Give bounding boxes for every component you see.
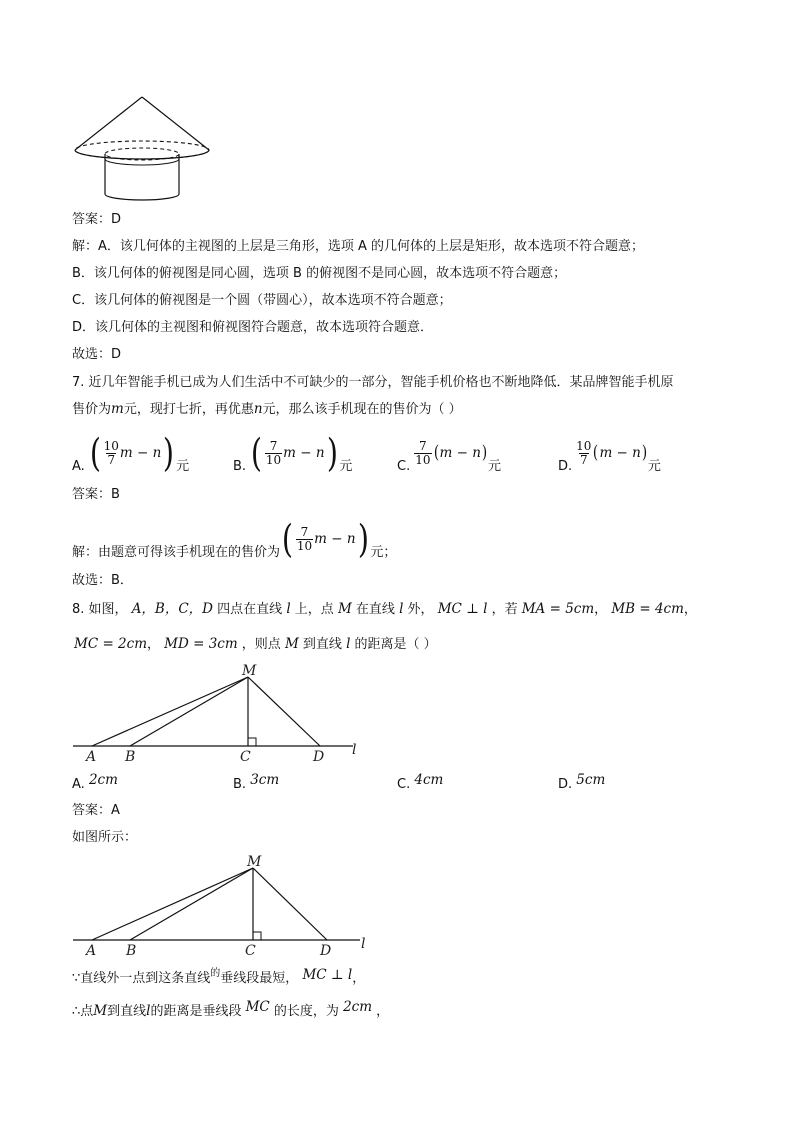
option-value: 2cm <box>88 772 118 788</box>
q8-stem-line1 <box>72 599 697 620</box>
fraction: $\frac{7}{10}$ <box>296 524 313 553</box>
reason-math: l <box>146 1003 151 1019</box>
q6-answer: 答案：D <box>72 212 122 227</box>
option-label: B. <box>233 459 247 474</box>
option-value: 5cm <box>576 772 606 788</box>
q8-ma: MA = 5cm <box>521 601 595 617</box>
fraction: $\frac{10}{7}$ <box>576 438 592 467</box>
expr-tail: m − n <box>314 531 356 547</box>
q8-option-c <box>397 774 443 795</box>
q7-option-c: C. $\frac{7}{10}$ ( m − n ) 元 <box>397 428 501 478</box>
q6-analysis-line: D．该几何体的主视图和俯视图符合题意，故本选项符合题意． <box>72 320 434 335</box>
option-label: C. <box>397 777 411 792</box>
q8-text: 到直线 <box>302 637 342 652</box>
reason-math: MC <box>245 999 270 1015</box>
q7-option-d: D. $\frac{10}{7}$ ( m − n ) 元 <box>558 428 661 478</box>
label-b: B <box>125 749 136 765</box>
reason-text: 到直线 <box>107 1004 147 1019</box>
option-label: D. <box>558 777 573 792</box>
unit-yuan: 元 <box>339 459 353 474</box>
label-d: D <box>320 943 332 959</box>
expr-tail: m − n <box>119 445 162 461</box>
q8-as-shown: 如图所示： <box>72 830 138 845</box>
q7-option-b: B. ( $\frac{7}{10}$ m − n ) 元 <box>233 428 352 478</box>
q8-option-b <box>233 774 279 795</box>
q8-solution-figure <box>70 848 370 963</box>
q6-analysis-line: B．该几何体的俯视图是同心圆，选项 B 的俯视图不是同心圆，故本选项不符合题意； <box>72 266 567 281</box>
expr-tail: m − n <box>439 445 481 461</box>
label-l: l <box>361 936 366 952</box>
label-a: A <box>86 749 97 765</box>
q7-stem-text: 元，那么该手机现在的售价为（ ） <box>262 402 462 417</box>
label-c: C <box>245 943 256 959</box>
q7-solution: 解：由题意可得该手机现在的售价为 ( $\frac{7}{10}$ m − n ) 元； <box>72 514 396 564</box>
reason-math: M <box>93 1003 108 1019</box>
q7-var-m: m <box>111 401 124 417</box>
unit-yuan: 元 <box>487 459 501 474</box>
option-label: A. <box>72 777 85 792</box>
expr-tail: m − n <box>599 445 641 461</box>
q8-text: 外， <box>407 602 434 617</box>
q8-md: MD = 3cm <box>164 636 238 652</box>
label-a: A <box>86 943 97 959</box>
q8-point-m: M <box>284 636 299 652</box>
expr-tail: m − n <box>283 445 325 461</box>
q8-mc: MC = 2cm <box>74 636 147 652</box>
label-m: M <box>247 854 262 870</box>
q8-stem-line2 <box>74 634 437 655</box>
q8-text: 的距离是（ ） <box>354 637 437 652</box>
cone-cylinder-figure <box>70 92 215 204</box>
reason-text: 的距离是垂线段 <box>150 1004 242 1019</box>
unit-yuan: 元 <box>647 459 661 474</box>
q7-conclusion: 故选：B． <box>72 573 133 588</box>
q8-text: ， <box>594 602 608 617</box>
label-c: C <box>240 749 251 765</box>
fraction: $\frac{10}{7}$ <box>103 438 119 467</box>
fraction: $\frac{7}{10}$ <box>415 438 431 467</box>
reason-text: ∵直线外一点到这条直线 <box>72 971 211 986</box>
fraction: $\frac{7}{10}$ <box>265 438 282 467</box>
q8-text: ，则点 <box>241 637 281 652</box>
q7-answer: 答案：B <box>72 487 120 502</box>
q8-text: ， <box>147 637 161 652</box>
option-label: B. <box>233 777 247 792</box>
solution-unit: 元； <box>370 545 397 560</box>
q6-conclusion: 故选：D <box>72 347 122 362</box>
label-m: M <box>242 663 257 679</box>
q8-text: 四点在直线 <box>217 602 283 617</box>
label-b: B <box>126 943 137 959</box>
q8-line-l: l <box>346 636 351 652</box>
label-d: D <box>313 749 325 765</box>
reason-text: 垂线段最短， <box>220 971 299 986</box>
q8-reason-1 <box>72 968 365 990</box>
q8-figure <box>70 660 370 770</box>
option-label: C. <box>397 459 411 474</box>
option-value: 4cm <box>414 772 444 788</box>
reason-text: ， <box>376 1004 390 1019</box>
q7-stem-text: 售价为 <box>72 402 112 417</box>
reason-text: ， <box>352 971 366 986</box>
option-label: D. <box>558 459 573 474</box>
q8-text: 8. 如图， <box>72 602 128 617</box>
q8-option-d <box>558 774 605 795</box>
q6-analysis-line: 解：A．该几何体的主视图的上层是三角形，选项 A 的几何体的上层是矩形，故本选项不符合题意； <box>72 239 645 254</box>
q8-line-l: l <box>286 601 291 617</box>
q8-text: ， <box>683 602 697 617</box>
label-l: l <box>352 742 357 758</box>
q8-text: 在直线 <box>355 602 395 617</box>
q8-reason-2 <box>72 1001 389 1022</box>
unit-yuan: 元 <box>176 459 190 474</box>
q7-stem-text: 元，现打七折，再优惠 <box>123 402 254 417</box>
reason-math: MC ⊥ l <box>302 967 353 983</box>
option-value: 3cm <box>250 772 280 788</box>
q8-option-a <box>72 774 118 795</box>
q7-option-a: A. ( $\frac{10}{7}$ m − n ) 元 <box>72 428 189 478</box>
q8-points: A，B，C，D <box>131 601 214 617</box>
q6-analysis-line: C．该几何体的俯视图是一个圆（带圆心），故本选项不符合题意； <box>72 293 452 308</box>
reason-text: 的 <box>210 968 221 979</box>
q8-line-l: l <box>399 601 404 617</box>
q7-stem-line2 <box>72 399 462 420</box>
q8-answer: 答案：A <box>72 803 120 818</box>
q8-point-m: M <box>337 601 352 617</box>
option-label: A. <box>72 459 85 474</box>
q7-stem-line1: 7. 近几年智能手机已成为人们生活中不可缺少的一部分，智能手机价格也不断地降低．某品牌智能手机原 <box>72 375 674 390</box>
q7-var-n: n <box>253 401 263 417</box>
q8-text: 上，点 <box>294 602 334 617</box>
reason-text: ∴点 <box>72 1004 94 1019</box>
solution-text: 解：由题意可得该手机现在的售价为 <box>72 545 281 560</box>
reason-math: 2cm <box>343 999 373 1015</box>
q8-text: ，若 <box>491 602 518 617</box>
q8-perp: MC ⊥ l <box>437 601 488 617</box>
q8-mb: MB = 4cm <box>611 601 684 617</box>
reason-text: 的长度，为 <box>273 1004 339 1019</box>
